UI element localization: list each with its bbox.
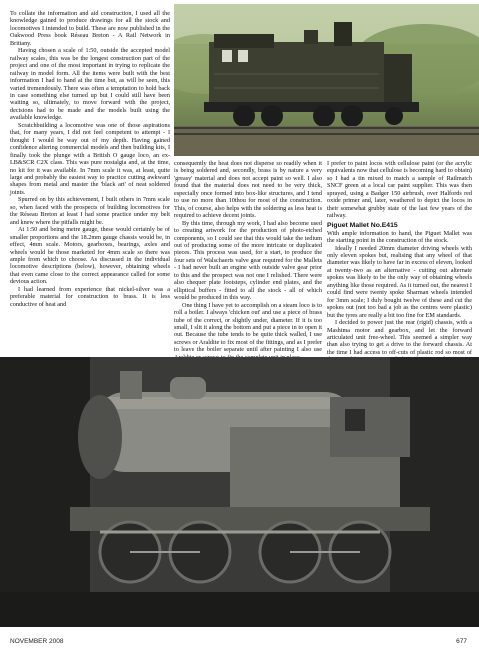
footer-date: NOVEMBER 2008 [10, 638, 64, 645]
locomotive-photo-top [174, 4, 479, 156]
paragraph: With ample information to hand, the Piguet Mallet was the starting point in the construction of the stock. [327, 229, 472, 245]
paragraph: Scratchbuilding a locomotive was one of those aspirations that, for many years, I did not feel competent to attempt - I thought I would be way out of my depth. Having gained confidence altering commercial models and then building kits, I finally took the plunge with a British O gauge loco, an ex-LB&SCR C2X class. This was pure nostalgia and, at the time, no kit for it was available. In 7mm scale it was, at least, quite large and probably the easiest way to practice cutting awkward shapes from metal and master the 'black art' of neat soldered joints. [10, 121, 170, 196]
paragraph: I prefer to paint locos with cellulose paint (or the acrylic equivalents now that cellulose is becoming hard to obtain) so I had a tin mixed to match a sample of Railmatch SNCF green at a local car paint supplier. This was then sprayed, using a Badger 150 airbrush, over Halfords red oxide primer and, later, weathered to depict the locos in their somewhat grubby state of the last few years of the railway. [327, 160, 472, 220]
paragraph: Ideally I needed 20mm diameter driving wheels with only eleven spokes but, realising that any wheel of that diameter was likely to have far in excess of eleven, looked at twenty-two as an alternative - cutting out alternate spokes was likely to be the only way of obtaining wheels anything like those required. As it turned out, the nearest I could find were twenty spoke Sharman wheels intended for 3mm scale; I duly bought twelve of these and cut the spokes out (not too bad a job as the centres were plastic) but the tyres are really a bit too fine for EM standards. [327, 244, 472, 319]
locomotive-photo-bottom [0, 357, 479, 627]
paragraph: Having chosen a scale of 1:50, outside the accepted model railway scales, this was be the longest construction part of the project and one of the most important in trying to replicate the railway in model form. All the items were built with the best information I had to hand at the time but, as will be seen, this varied tremendously. There was often a temptation to hold back in case something else turned up but I could still have been waiting so, ultimately, to move forward with the project, decisions had to be made and the models built using the available knowledge. [10, 47, 170, 122]
paragraph: consequently the heat does not disperse so readily when it is being soldered and, secondly, brass is by nature a very 'greasy' material and does not accept paint so well. I also found that the material does not need to be very thick, especially once formed into box-like structures, and I tend to use no more than 10thou for most of the construction. This, of course, also helps with the soldering as less heat is required to achieve decent joints. [174, 160, 322, 220]
paragraph: One thing I have yet to accomplish on a steam loco is to roll a boiler. I always 'chicken out' and use a piece of brass tube of the correct, or slightly under, diameter. If it is too small, I slit it along the bottom and put a piece in to open it out. Because the tube tends to be quite thick walled, I use screws or Araldite to fix most of the fittings, and as I prefer to leave the boiler separate until after painting I also use [174, 301, 322, 354]
article-column-1 [10, 10, 170, 308]
locomotive-illustration-bottom [0, 357, 479, 627]
page-number: 677 [456, 638, 467, 645]
section-heading: Piguet Mallet No.E415 [327, 221, 398, 229]
paragraph: At 1:50 and being metre gauge, these would certainly be of smaller proportions and the 18.2mm gauge chassis would be, in effect, 4mm scale. Motors, gearboxes, bearings, axles and wheels would be those marketed for 4mm scale so there was ample from which to choose. As discussed in the individual locomotive descriptions (below), however, obtaining wheels that even came close to the correct appearance called for some devious action. [10, 226, 170, 286]
paragraph: Spurred on by this achievement, I built others in 7mm scale so, when faced with the prospects of building locomotives for the Réseau Breton at least I had some practice under my belt and knew where the pitfalls might be. [10, 196, 170, 226]
paragraph: To collate the information and aid construction, I used all the knowledge gained to produce drawings for all the stock and locomotives I intended to build. These are now published in the Oakwood Press book Réseau Breton - A Rail Network in Brittany. [10, 10, 170, 47]
paragraph: I decided to power just the rear (rigid) chassis, with a Mashima motor and gearbox, and let the forward articulated unit free-wheel. This seemed a simpler way than also trying to get a drive to the forward chassis. At the time I had access to off-cuts of plastic rod so most of [327, 319, 472, 356]
article-column-3 [327, 160, 472, 364]
paragraph: I had learned from experience that nickel-silver was a preferable material for construction to brass. It is less conductive of heat and [10, 285, 170, 308]
article-column-2 [174, 160, 322, 361]
paragraph: By this time, through my work, I had also become used to creating artwork for the production of photo-etched components, so I could see that this would take the tedium out of producing some of the more intricate or duplicated pieces. This process was used, for a start, to produce the four sets of Walschaerts valve gear required for the Mallets - I had never built an engine with outside valve gear prior to this and the prospect was not one I relished. There were also chequer plate footsteps, cylinder end plates, and the elliptical buffers - fitted to all the stock - all of which would be produced in this way. [174, 219, 322, 302]
locomotive-illustration-top [174, 4, 479, 156]
